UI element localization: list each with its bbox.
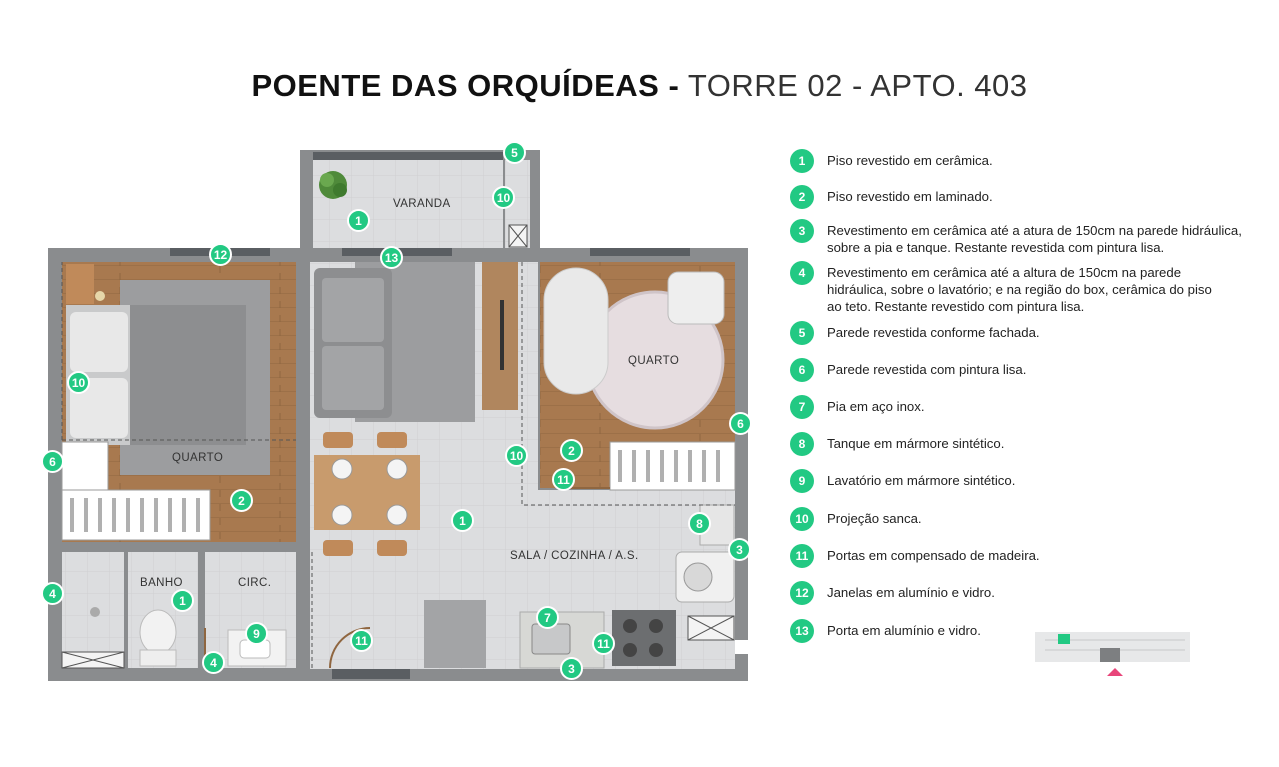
plan-marker: 9 [245, 622, 268, 645]
legend-text: Revestimento em cerâmica até a altura de 150cm na parede hidráulica, sobre o lavatório; e na região do box, cerâmica do piso ao teto. Restante revestido com pintura lisa. [827, 265, 1212, 314]
legend-item [790, 584, 1257, 605]
title-subtitle: TORRE 02 - APTO. 403 [687, 68, 1028, 103]
plan-marker: 11 [552, 468, 575, 491]
legend-number: 4 [790, 261, 814, 285]
bed [66, 305, 246, 445]
legend-item [790, 547, 1257, 568]
legend-number: 1 [790, 149, 814, 173]
plan-marker: 7 [536, 606, 559, 629]
legend-text: Piso revestido em cerâmica. [827, 153, 993, 168]
title-bold: POENTE DAS ORQUÍDEAS - [251, 68, 680, 103]
plan-marker: 6 [729, 412, 752, 435]
room-label-circ: CIRC. [238, 577, 272, 589]
plan-marker: 11 [350, 629, 373, 652]
plan-marker: 8 [688, 512, 711, 535]
plan-marker: 4 [41, 582, 64, 605]
legend-text: Pia em aço inox. [827, 399, 925, 414]
legend-item [790, 510, 1257, 531]
plan-marker: 10 [67, 371, 90, 394]
room-label-quarto-right: QUARTO [628, 355, 680, 367]
crib [544, 268, 608, 394]
legend-text: Lavatório em mármore sintético. [827, 473, 1016, 488]
plan-marker: 3 [560, 657, 583, 680]
legend-text: Parede revestida conforme fachada. [827, 325, 1040, 340]
legend-number: 12 [790, 581, 814, 605]
armchair [668, 272, 724, 324]
room-label-quarto-left: QUARTO [172, 452, 224, 464]
plan-marker: 1 [171, 589, 194, 612]
legend-number: 6 [790, 358, 814, 382]
plan-marker: 1 [451, 509, 474, 532]
legend-item [790, 472, 1257, 493]
legend-text: Projeção sanca. [827, 511, 922, 526]
sofa [314, 268, 392, 418]
legend-item [790, 222, 1257, 256]
plan-marker: 13 [380, 246, 403, 269]
room-label-banho: BANHO [140, 577, 183, 589]
plan-marker: 4 [202, 651, 225, 674]
room-label-varanda: VARANDA [393, 198, 451, 210]
legend-item [790, 361, 1257, 382]
room-label-sala: SALA / COZINHA / A.S. [510, 550, 639, 562]
legend-text: Revestimento em cerâmica até a atura de 150cm na parede hidráulica, sobre a pia e tanque. Restante revestida com pintura lisa. [827, 223, 1242, 255]
plan-marker: 2 [230, 489, 253, 512]
legend-item [790, 188, 1257, 209]
legend-text: Porta em alumínio e vidro. [827, 623, 981, 638]
legend-text: Janelas em alumínio e vidro. [827, 585, 995, 600]
legend-number: 9 [790, 469, 814, 493]
legend-number: 3 [790, 219, 814, 243]
plan-marker: 6 [41, 450, 64, 473]
legend-number: 7 [790, 395, 814, 419]
legend-text: Piso revestido em laminado. [827, 189, 993, 204]
legend-item [790, 152, 1257, 173]
plant [319, 171, 347, 199]
legend-item [790, 435, 1257, 456]
legend-text: Parede revestida com pintura lisa. [827, 362, 1027, 377]
legend-number: 2 [790, 185, 814, 209]
plan-marker: 10 [505, 444, 528, 467]
plan-marker: 11 [592, 632, 615, 655]
legend-item [790, 324, 1257, 345]
legend-item [790, 622, 1257, 643]
plan-marker: 5 [503, 141, 526, 164]
legend-number: 8 [790, 432, 814, 456]
plan-marker: 10 [492, 186, 515, 209]
legend-item [790, 264, 1227, 315]
legend-number: 10 [790, 507, 814, 531]
legend-text: Tanque em mármore sintético. [827, 436, 1005, 451]
plan-marker: 12 [209, 243, 232, 266]
fridge [424, 600, 486, 668]
location-pin-icon [1107, 668, 1123, 676]
plan-marker: 3 [728, 538, 751, 561]
plan-marker: 1 [347, 209, 370, 232]
legend-item [790, 398, 1257, 419]
legend-number: 11 [790, 544, 814, 568]
plan-marker: 2 [560, 439, 583, 462]
legend-number: 13 [790, 619, 814, 643]
stove [612, 610, 676, 666]
legend-text: Portas em compensado de madeira. [827, 548, 1040, 563]
legend-number: 5 [790, 321, 814, 345]
